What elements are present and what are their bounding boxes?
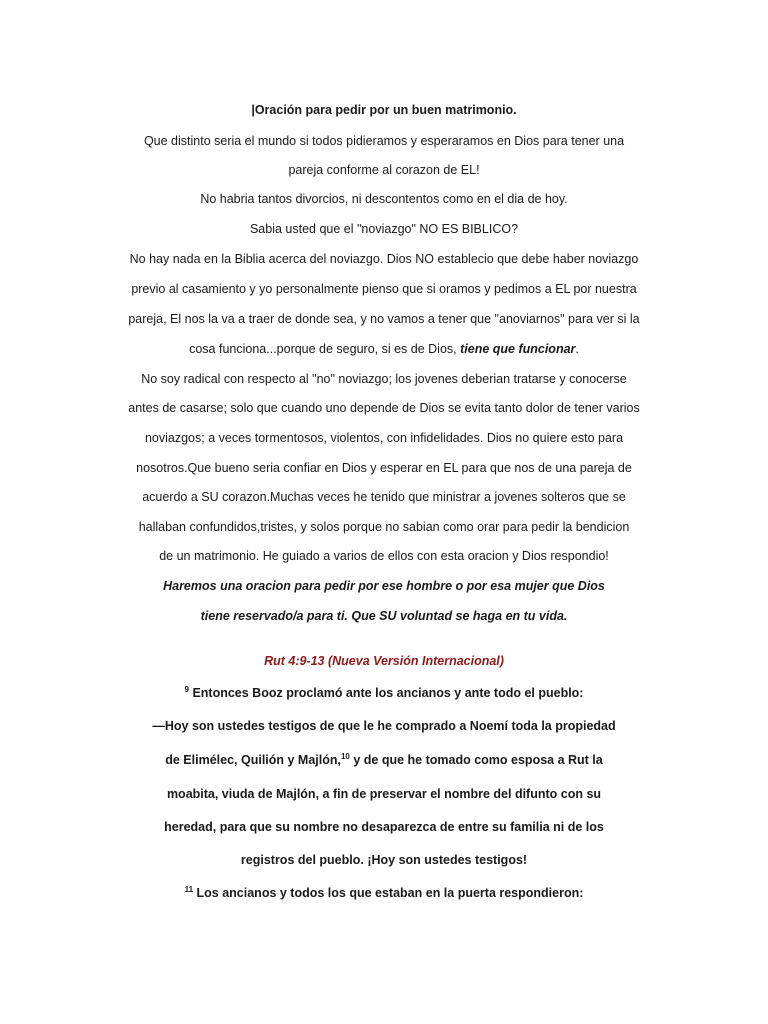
body-line: acuerdo a SU corazon.Muchas veces he tenido que ministrar a jovenes solteros que se (142, 490, 626, 504)
body-line: hallaban confundidos,tristes, y solos porque no sabian como orar para pedir la bendicion (138, 520, 630, 534)
intro-line: No habria tantos divorcios, ni descontentos como en el dia de hoy. (200, 192, 568, 206)
verse-line: heredad, para que su nombre no desaparezca de entre su familia ni de los (164, 820, 604, 834)
intro-line: Sabia usted que el "noviazgo" NO ES BIBLICO? (249, 222, 519, 236)
body-line: antes de casarse; solo que cuando uno depende de Dios se evita tanto dolor de tener varios (128, 401, 640, 415)
verse-number: 10 (340, 751, 350, 761)
funciona-emphasis: tiene que funcionar (460, 342, 576, 356)
funciona-end: . (575, 342, 579, 356)
body-line: nosotros.Que bueno seria confiar en Dios y esperar en EL para que nos de una pareja de (136, 461, 632, 475)
intro-line: pareja, El nos la va a traer de donde sea, y no vamos a tener que "anoviarnos" para ver si la (128, 312, 640, 326)
verse-text: Los ancianos y todos los que estaban en la puerta respondieron: (193, 886, 584, 900)
verse-number: 9 (184, 684, 189, 694)
funciona-line (0, 340, 768, 358)
prayer-line: tiene reservado/a para ti. Que SU voluntad se haga en tu vida. (200, 609, 568, 623)
funciona-text: cosa funciona...porque de seguro, si es de Dios, (189, 342, 461, 356)
verse-9 (0, 684, 768, 702)
body-line: de un matrimonio. He guiado a varios de ellos con esta oracion y Dios respondio! (159, 549, 609, 563)
scripture-reference: Rut 4:9-13 (Nueva Versión Internacional) (264, 654, 504, 668)
verse-text: Entonces Booz proclamó ante los ancianos y ante todo el pueblo: (188, 686, 584, 700)
intro-line: previo al casamiento y yo personalmente pienso que si oramos y pedimos a EL por nuestra (131, 282, 637, 296)
verse-11 (0, 884, 768, 902)
verse-number: 11 (184, 884, 194, 894)
intro-line: pareja conforme al corazon de EL! (288, 163, 480, 177)
prayer-line: Haremos una oracion para pedir por ese hombre o por esa mujer que Dios (163, 579, 605, 593)
intro-line: Que distinto seria el mundo si todos pidieramos y esperaramos en Dios para tener una (143, 134, 625, 148)
verse-text: y de que he tomado como esposa a Rut la (349, 753, 603, 767)
body-line: No soy radical con respecto al "no" noviazgo; los jovenes deberian tratarse y conocerse (141, 372, 627, 386)
intro-line: No hay nada en la Biblia acerca del noviazgo. Dios NO establecio que debe haber noviazgo (129, 252, 639, 266)
verse-line: moabita, viuda de Majlón, a fin de preservar el nombre del difunto con su (166, 787, 602, 801)
verse-10 (0, 751, 768, 769)
verse-text: de Elimélec, Quilión y Majlón, (165, 753, 341, 767)
verse-line: —Hoy son ustedes testigos de que le he comprado a Noemí toda la propiedad (152, 719, 616, 733)
document-title: |Oración para pedir por un buen matrimonio. (251, 103, 517, 117)
verse-line: registros del pueblo. ¡Hoy son ustedes testigos! (240, 853, 528, 867)
body-line: noviazgos; a veces tormentosos, violentos, con infidelidades. Dios no quiere esto para (144, 431, 624, 445)
